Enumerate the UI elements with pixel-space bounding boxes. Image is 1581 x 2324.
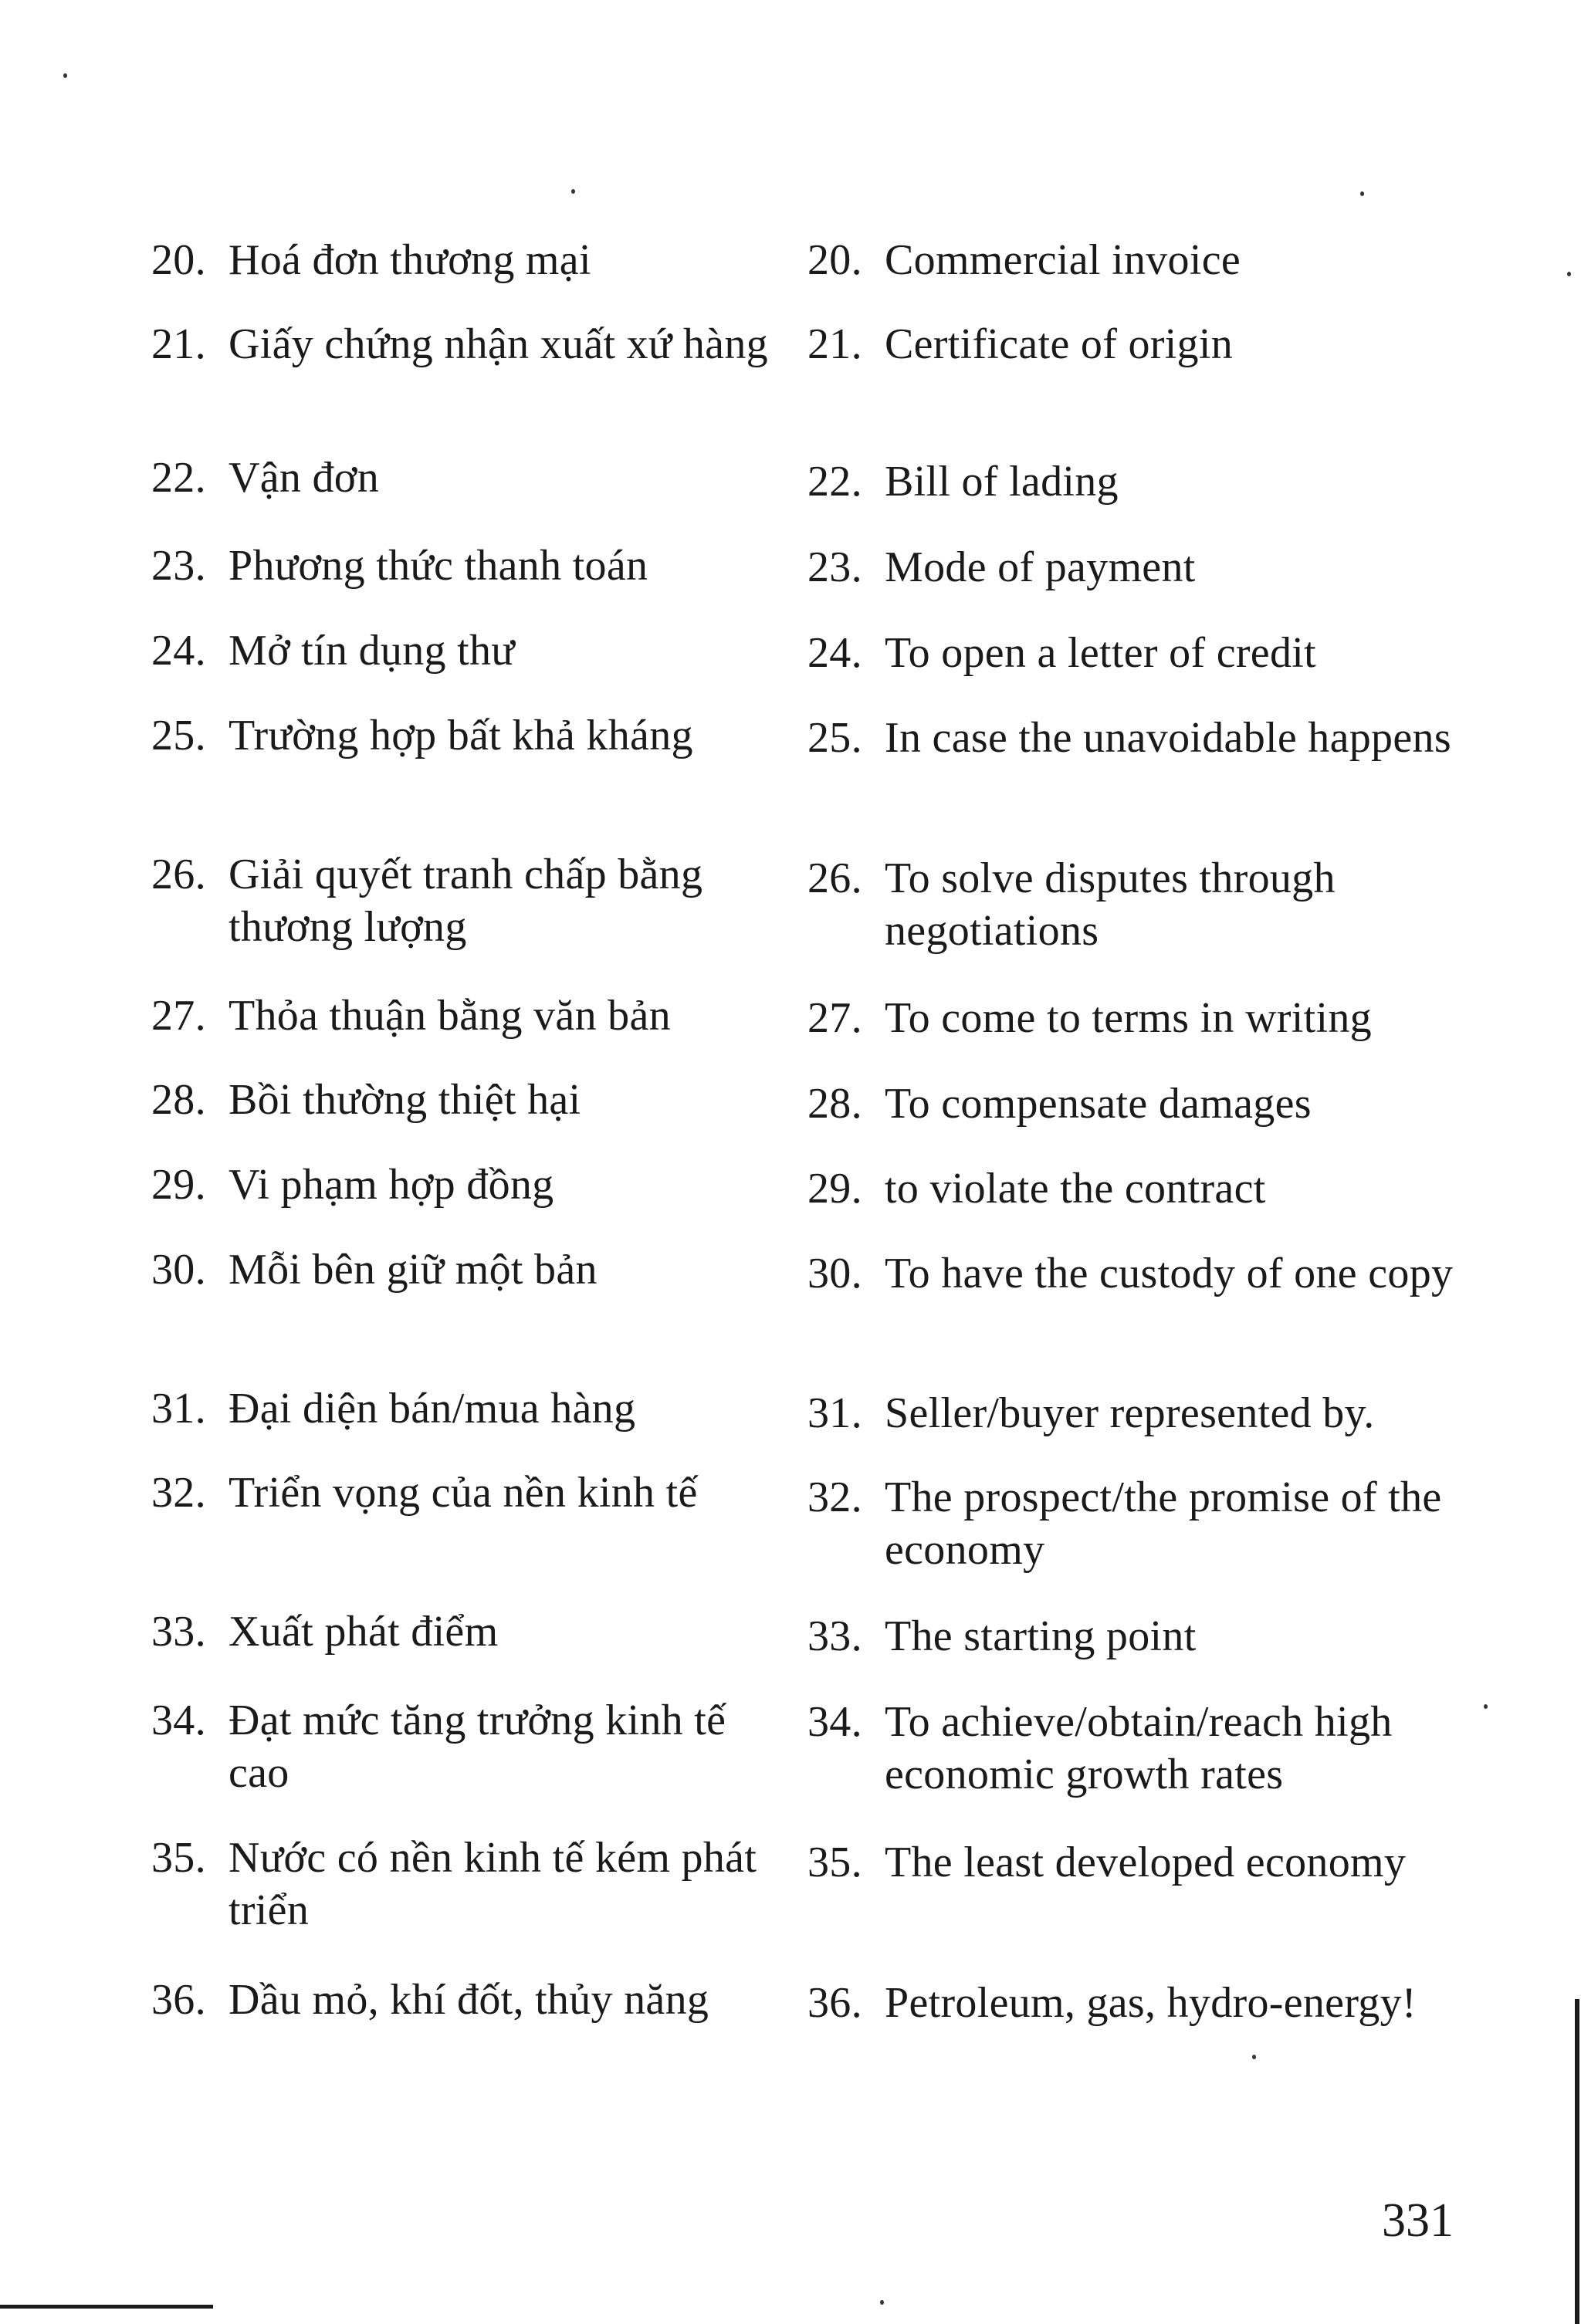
scan-speck [1567, 272, 1571, 276]
entry-number: 27. [807, 994, 862, 1042]
entry-vi-34 [151, 1694, 769, 1799]
english-term: To have the custody of one copy [885, 1250, 1454, 1297]
entry-en-26 [807, 852, 1487, 957]
entry-en-23 [807, 541, 1487, 594]
entry-en-22 [807, 455, 1487, 508]
entry-vi-23 [151, 540, 769, 592]
entry-vi-36 [151, 1974, 769, 2026]
entry-number: 23. [807, 543, 862, 591]
vietnamese-term: Dầu mỏ, khí đốt, thủy năng [229, 1976, 709, 2024]
english-term: To come to terms in writing [885, 994, 1372, 1042]
entry-number: 29. [151, 1161, 206, 1209]
english-term: Bill of lading [885, 458, 1119, 506]
entry-vi-30 [151, 1243, 769, 1296]
entry-en-21 [807, 318, 1487, 370]
vietnamese-term: Nước có nền kinh tế kém phát triển [229, 1834, 757, 1934]
vietnamese-term: Hoá đơn thương mại [229, 236, 591, 284]
english-term: To achieve/obtain/reach high economic growth rates [885, 1698, 1393, 1798]
english-term: The least developed economy [885, 1839, 1407, 1886]
english-term: Seller/buyer represented by. [885, 1389, 1375, 1437]
entry-number: 28. [807, 1080, 862, 1128]
page-edge-right-line [1575, 1999, 1579, 2324]
entry-number: 20. [151, 236, 206, 284]
scan-speck [880, 2300, 884, 2305]
entry-en-25 [807, 712, 1487, 764]
entry-en-27 [807, 992, 1487, 1044]
entry-number: 21. [151, 320, 206, 368]
entry-vi-29 [151, 1159, 769, 1211]
english-term: Commercial invoice [885, 236, 1241, 284]
english-term: to violate the contract [885, 1165, 1266, 1213]
entry-number: 24. [807, 629, 862, 677]
entry-number: 34. [807, 1698, 862, 1746]
entry-number: 32. [151, 1469, 206, 1517]
entry-vi-32 [151, 1466, 769, 1519]
entry-number: 33. [151, 1608, 206, 1656]
entry-number: 30. [151, 1246, 206, 1294]
scan-speck [571, 189, 575, 194]
entry-en-24 [807, 627, 1487, 679]
vietnamese-term: Triển vọng của nền kinh tế [229, 1469, 698, 1517]
scan-speck [63, 73, 67, 78]
entry-number: 26. [807, 854, 862, 902]
entry-number: 21. [807, 320, 862, 368]
english-term: Mode of payment [885, 543, 1196, 591]
entry-en-20 [807, 234, 1487, 286]
entry-number: 35. [151, 1834, 206, 1882]
entry-vi-24 [151, 624, 769, 677]
entry-vi-31 [151, 1382, 769, 1435]
entry-vi-35 [151, 1832, 769, 1937]
scan-speck [1484, 1704, 1488, 1709]
entry-vi-22 [151, 452, 769, 504]
entry-en-35 [807, 1836, 1487, 1889]
entry-number: 30. [807, 1250, 862, 1297]
entry-number: 22. [151, 454, 206, 502]
entry-vi-33 [151, 1605, 769, 1658]
entry-number: 28. [151, 1076, 206, 1124]
english-term: The prospect/the promise of the economy [885, 1473, 1442, 1574]
english-term: To solve disputes through negotiations [885, 854, 1336, 955]
entry-number: 25. [807, 714, 862, 762]
english-term: Petroleum, gas, hydro-energy! [885, 1979, 1417, 2027]
entry-number: 36. [151, 1976, 206, 2024]
entry-number: 22. [807, 458, 862, 506]
entry-number: 36. [807, 1979, 862, 2027]
page-number: 331 [1382, 2194, 1454, 2247]
entry-vi-20 [151, 234, 769, 286]
page-edge-bottom-line [0, 2305, 213, 2309]
english-term: Certificate of origin [885, 320, 1234, 368]
vietnamese-term: Đại diện bán/mua hàng [229, 1385, 636, 1433]
vietnamese-term: Vận đơn [229, 454, 380, 502]
entry-en-33 [807, 1610, 1487, 1663]
scan-speck [1360, 191, 1364, 196]
entry-number: 32. [807, 1473, 862, 1521]
entry-vi-25 [151, 709, 769, 762]
english-term: To compensate damages [885, 1080, 1312, 1128]
english-term: In case the unavoidable happens [885, 714, 1451, 762]
entry-number: 33. [807, 1612, 862, 1660]
entry-vi-28 [151, 1074, 769, 1126]
vietnamese-term: Giấy chứng nhận xuất xứ hàng [229, 320, 768, 368]
vietnamese-term: Trường hợp bất khả kháng [229, 712, 693, 759]
entry-vi-26 [151, 848, 769, 953]
entry-number: 31. [151, 1385, 206, 1433]
entry-number: 34. [151, 1696, 206, 1744]
vietnamese-term: Thỏa thuận bằng văn bản [229, 992, 671, 1040]
entry-en-31 [807, 1387, 1487, 1439]
entry-en-34 [807, 1696, 1487, 1801]
vietnamese-term: Mỗi bên giữ một bản [229, 1246, 598, 1294]
vietnamese-term: Vi phạm hợp đồng [229, 1161, 554, 1209]
entry-number: 29. [807, 1165, 862, 1213]
entry-en-36 [807, 1977, 1487, 2029]
entry-number: 20. [807, 236, 862, 284]
vietnamese-term: Xuất phát điểm [229, 1608, 499, 1656]
scan-speck [1252, 2055, 1256, 2059]
vietnamese-term: Đạt mức tăng trưởng kinh tế cao [229, 1696, 726, 1797]
english-term: To open a letter of credit [885, 629, 1316, 677]
entry-number: 31. [807, 1389, 862, 1437]
entry-en-29 [807, 1162, 1487, 1215]
entry-vi-21 [151, 318, 769, 370]
english-term: The starting point [885, 1612, 1197, 1660]
entry-number: 24. [151, 627, 206, 675]
entry-vi-27 [151, 989, 769, 1042]
vietnamese-term: Mở tín dụng thư [229, 627, 515, 675]
vietnamese-term: Bồi thường thiệt hại [229, 1076, 581, 1124]
vietnamese-term: Phương thức thanh toán [229, 542, 648, 590]
entry-number: 25. [151, 712, 206, 759]
entry-number: 23. [151, 542, 206, 590]
entry-number: 26. [151, 851, 206, 898]
entry-number: 27. [151, 992, 206, 1040]
vietnamese-term: Giải quyết tranh chấp bằng thương lượng [229, 851, 703, 951]
entry-number: 35. [807, 1839, 862, 1886]
entry-en-28 [807, 1077, 1487, 1130]
entry-en-32 [807, 1471, 1487, 1576]
entry-en-30 [807, 1247, 1487, 1300]
